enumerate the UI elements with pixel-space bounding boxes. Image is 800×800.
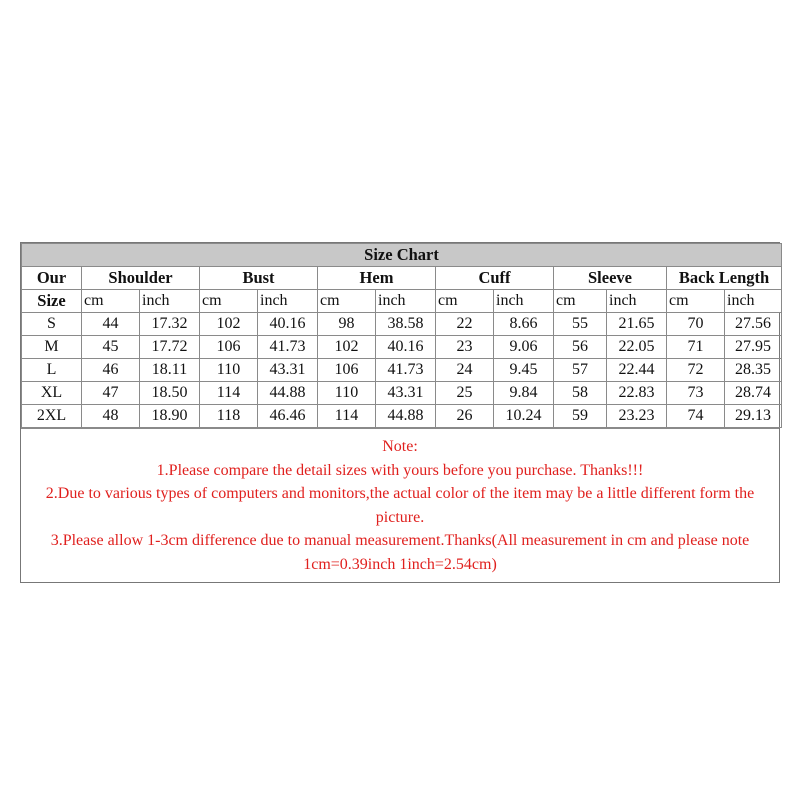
table-cell: 44.88 (376, 405, 436, 428)
table-cell: 17.72 (140, 336, 200, 359)
table-cell: 9.45 (494, 359, 554, 382)
size-label: 2XL (22, 405, 82, 428)
table-cell: 48 (82, 405, 140, 428)
table-row (22, 405, 782, 428)
table-cell: 9.84 (494, 382, 554, 405)
table-cell: 8.66 (494, 313, 554, 336)
table-cell: 73 (667, 382, 725, 405)
table-cell: 10.24 (494, 405, 554, 428)
table-row (22, 336, 782, 359)
table-cell: 46 (82, 359, 140, 382)
table-cell: 98 (318, 313, 376, 336)
unit-cm: cm (436, 290, 494, 313)
table-cell: 46.46 (258, 405, 318, 428)
table-cell: 41.73 (258, 336, 318, 359)
table-cell: 28.74 (725, 382, 782, 405)
table-cell: 70 (667, 313, 725, 336)
table-cell: 40.16 (376, 336, 436, 359)
unit-cm: cm (200, 290, 258, 313)
group-header-bust: Bust (200, 267, 318, 290)
unit-cm: cm (82, 290, 140, 313)
table-cell: 17.32 (140, 313, 200, 336)
table-cell: 45 (82, 336, 140, 359)
table-cell: 114 (200, 382, 258, 405)
size-label: L (22, 359, 82, 382)
table-cell: 58 (554, 382, 607, 405)
table-cell: 41.73 (376, 359, 436, 382)
group-header-sleeve: Sleeve (554, 267, 667, 290)
table-cell: 27.56 (725, 313, 782, 336)
size-rows (22, 313, 782, 428)
table-cell: 56 (554, 336, 607, 359)
size-label: XL (22, 382, 82, 405)
unit-inch: inch (258, 290, 318, 313)
unit-cm: cm (554, 290, 607, 313)
unit-cm: cm (667, 290, 725, 313)
table-cell: 43.31 (376, 382, 436, 405)
note-heading: Note: (382, 438, 418, 455)
size-chart (20, 242, 780, 583)
table-cell: 24 (436, 359, 494, 382)
table-cell: 21.65 (607, 313, 667, 336)
table-cell: 22.44 (607, 359, 667, 382)
table-cell: 55 (554, 313, 607, 336)
table-cell: 27.95 (725, 336, 782, 359)
table-cell: 23 (436, 336, 494, 359)
table-cell: 74 (667, 405, 725, 428)
table-row (22, 382, 782, 405)
unit-cm: cm (318, 290, 376, 313)
table-cell: 29.13 (725, 405, 782, 428)
table-cell: 102 (200, 313, 258, 336)
size-table (21, 243, 782, 428)
table-cell: 23.23 (607, 405, 667, 428)
table-row (22, 359, 782, 382)
table-cell: 9.06 (494, 336, 554, 359)
note-2: 2.Due to various types of computers and monitors,the actual color of the item may be a little different form the picture. (45, 485, 755, 526)
unit-inch: inch (494, 290, 554, 313)
unit-inch: inch (140, 290, 200, 313)
table-cell: 22 (436, 313, 494, 336)
table-cell: 110 (200, 359, 258, 382)
unit-header-row (22, 290, 782, 313)
notes-section (21, 428, 779, 582)
group-header-back-length: Back Length (667, 267, 782, 290)
size-header-bottom: Size (22, 290, 82, 313)
group-header-shoulder: Shoulder (82, 267, 200, 290)
table-cell: 26 (436, 405, 494, 428)
table-cell: 25 (436, 382, 494, 405)
table-row (22, 313, 782, 336)
group-header-row (22, 267, 782, 290)
table-cell: 22.05 (607, 336, 667, 359)
table-cell: 18.11 (140, 359, 200, 382)
table-cell: 18.90 (140, 405, 200, 428)
table-cell: 57 (554, 359, 607, 382)
table-cell: 71 (667, 336, 725, 359)
table-cell: 43.31 (258, 359, 318, 382)
table-cell: 102 (318, 336, 376, 359)
unit-inch: inch (376, 290, 436, 313)
table-cell: 22.83 (607, 382, 667, 405)
chart-title: Size Chart (22, 244, 782, 267)
unit-inch: inch (725, 290, 782, 313)
table-cell: 59 (554, 405, 607, 428)
table-cell: 28.35 (725, 359, 782, 382)
table-cell: 40.16 (258, 313, 318, 336)
size-header-top: Our (22, 267, 82, 290)
note-3: 3.Please allow 1-3cm difference due to manual measurement.Thanks(All measurement in cm and please note 1cm=0.39inch 1inch=2.54cm) (50, 532, 750, 573)
table-cell: 106 (200, 336, 258, 359)
table-cell: 114 (318, 405, 376, 428)
table-cell: 106 (318, 359, 376, 382)
group-header-cuff: Cuff (436, 267, 554, 290)
table-cell: 44 (82, 313, 140, 336)
unit-inch: inch (607, 290, 667, 313)
table-cell: 44.88 (258, 382, 318, 405)
note-1: 1.Please compare the detail sizes with yours before you purchase. Thanks!!! (156, 461, 644, 479)
size-label: M (22, 336, 82, 359)
group-header-hem: Hem (318, 267, 436, 290)
table-cell: 118 (200, 405, 258, 428)
table-cell: 72 (667, 359, 725, 382)
table-cell: 18.50 (140, 382, 200, 405)
table-cell: 47 (82, 382, 140, 405)
size-label: S (22, 313, 82, 336)
table-cell: 110 (318, 382, 376, 405)
table-cell: 38.58 (376, 313, 436, 336)
